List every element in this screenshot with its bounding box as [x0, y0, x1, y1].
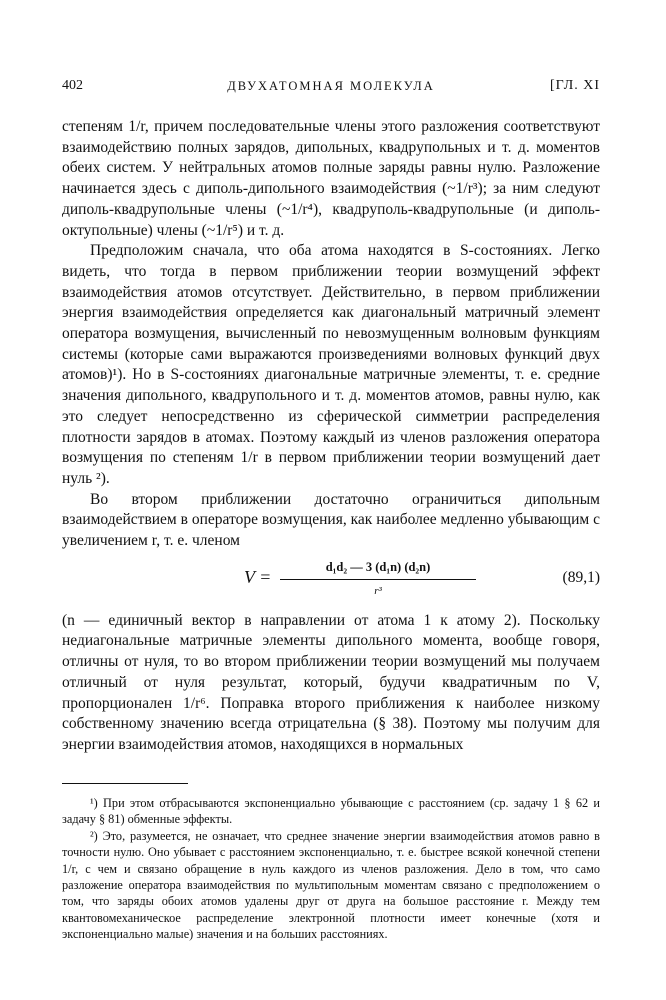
paragraph: Во втором приближении достаточно ограничиться дипольным взаимодействием в операторе возмущения, как наиболее медленно убывающим с увеличением r, т. е. членом: [62, 490, 600, 550]
equation-89-1: [62, 555, 600, 611]
page-number: 402: [62, 78, 83, 93]
footnote-divider: [62, 783, 188, 784]
footnotes: [62, 795, 600, 943]
chapter-marker: [ГЛ. XI: [550, 78, 600, 93]
paragraph: (n — единичный вектор в направлении от атома 1 к атому 2). Поскольку недиагональные матричные элементы дипольного момента, вообще говоря, отличны от нуля, то во втором приближении теории возмущений мы получаем отличный от нуля результат, который, будучи квадратичным по V, пропорционален 1/r⁶. Поправка второго приближения к наиболее низкому собственному значению всегда отрицательна (§ 38). Поэтому мы получим для энергии взаимодействия атомов, находящихся в нормальных: [62, 611, 600, 753]
equation-fraction: [280, 557, 476, 602]
equation-denominator: r³: [374, 585, 382, 598]
footnote-2: ²) Это, разумеется, не означает, что среднее значение энергии взаимодействия атомов равно в точности нулю. Оно убывает с расстоянием экспоненциально, т. е. быстрее всякой конечной степени 1/r, с чем и связано обращение в нуль каждого из членов разложения. Дело в том, что само разложение оператора взаимодействия по мультипольным моментам связано с предположением о том, что заряды обоих атомов удалены друг от друга на большое расстояние r. Между тем квантовомеханическое распределение электронной плотности имеет конечные (хотя и экспоненциально малые) значения и на больших расстояниях.: [62, 828, 600, 942]
paragraph: степеням 1/r, причем последовательные члены этого разложения соответствуют взаимодействию полных зарядов, дипольных, квадрупольных и т. д. моментов обеих систем. У нейтральных атомов полные заряды равны нулю. Разложение начинается здесь с диполь-дипольного взаимодействия (~1/r³); за ним следуют диполь-квадрупольные члены (~1/r⁴), квадруполь-квадрупольные (и диполь-октупольные) члены (~1/r⁵) и т. д.: [62, 118, 600, 239]
equation-lhs: V =: [244, 566, 272, 587]
running-title: ДВУХАТОМНАЯ МОЛЕКУЛА: [227, 79, 435, 93]
paragraph: Предположим сначала, что оба атома находятся в S-состояниях. Легко видеть, что тогда в первом приближении теории возмущений эффект взаимодействия атомов отсутствует. Действительно, в первом приближении энергия взаимодействия определяется как диагональный матричный элемент оператора возмущения, вычисленный по невозмущенным волновым функциям системы (которые сами выражаются произведениями волновых функций двух атомов)¹). Но в S-состояниях диагональные матричные элементы, т. е. средние значения дипольного, квадрупольного и т. д. моментов атомов, равны нулю, как это следует непосредственно из сферической симметрии распределения плотности зарядов в атомах. Поэтому каждый из членов разложения оператора возмущения по степеням 1/r в первом приближении теории возмущений дает нуль ²).: [62, 242, 600, 487]
running-header: [62, 78, 600, 100]
equation-numerator: d₁d₂ — 3 (d₁n) (d₂n): [325, 559, 431, 574]
equation-number: (89,1): [562, 568, 600, 586]
footnote-1: ¹) При этом отбрасываются экспоненциально убывающие с расстоянием (ср. задачу 1 § 62 и задачу § 81) обменные эффекты.: [62, 796, 600, 827]
main-text: [62, 117, 600, 756]
